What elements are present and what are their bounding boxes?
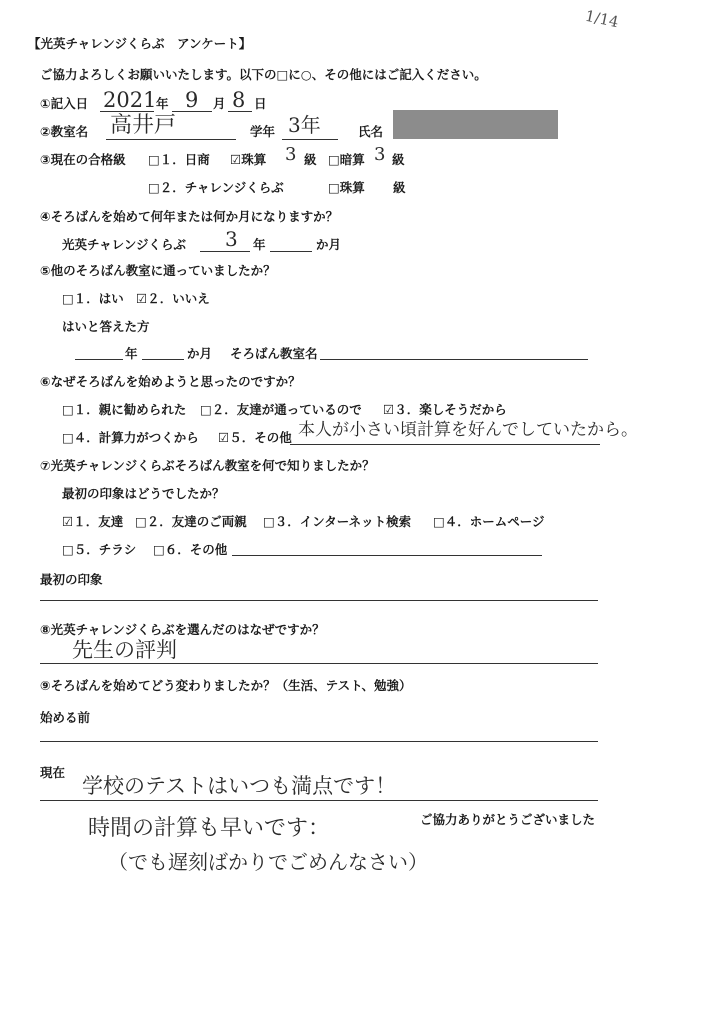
q9-before-label: 始める前 [40, 710, 91, 725]
q1-year-unit: 年 [156, 96, 169, 111]
q9-now-line [40, 800, 598, 801]
q5-opt1: □１．はい [62, 291, 124, 306]
q5-school-line [320, 359, 588, 360]
q6-other-line [290, 444, 600, 445]
q7-opt6: □６．その他 [153, 542, 228, 557]
q4-club: 光英チャレンジくらぶ [62, 237, 187, 252]
q1-year-line [100, 111, 154, 112]
q5-year-line [75, 359, 123, 360]
q1-year: 2021 [103, 88, 157, 112]
q5-question: ⑤他のそろばん教室に通っていましたか？ [40, 263, 276, 278]
q6-opt2: □２．友達が通っているので [200, 402, 362, 417]
q3-kyu1: 級 [304, 152, 317, 167]
intro-text: ご協力よろしくお願いいたします。以下の□に○、その他にはご記入ください。 [40, 67, 487, 82]
q8-question: ⑧光英チャレンジくらぶを選んだのはなぜですか？ [40, 622, 325, 637]
q3-opt2: □２．チャレンジくらぶ [148, 180, 284, 195]
q1-day-line [228, 111, 252, 112]
q8-answer-line [40, 663, 598, 664]
q4-month-unit: か月 [316, 237, 342, 252]
q7-other-line [232, 555, 542, 556]
q7-opt1: ☑１．友達 [62, 514, 124, 529]
q9-extra-line1: 時間の計算も早いです： [88, 816, 331, 841]
q6-opt3: ☑３．楽しそうだから [383, 402, 507, 417]
q7-opt5: □５．チラシ [62, 542, 137, 557]
q6-opt5: ☑５．その他 [218, 430, 292, 445]
q1-day: 8 [232, 88, 246, 112]
q8-answer: 先生の評判 [72, 638, 177, 662]
q5-opt2: ☑２．いいえ [136, 291, 210, 306]
q3-shuzan-grade: 3 [285, 144, 297, 165]
q3-opt1: □１．日商 [148, 152, 210, 167]
q1-month-line [172, 111, 212, 112]
q7-opt4: □４．ホームページ [433, 514, 545, 529]
q4-months-line [270, 251, 312, 252]
q5-year-unit: 年 [125, 346, 138, 361]
q2-grade: 3年 [288, 113, 321, 137]
q2-grade-line [282, 139, 338, 140]
thanks-text: ご協力ありがとうございました [420, 812, 596, 827]
q1-label: ①記入日 [40, 96, 89, 111]
page-number: 1/14 [583, 6, 621, 32]
q7-question: ⑦光英チャレンジくらぶそろばん教室を何で知りましたか？ [40, 458, 375, 473]
q2-school: 高井戸 [110, 113, 177, 138]
q4-year-unit: 年 [253, 237, 266, 252]
q3-kyu2: 級 [392, 152, 405, 167]
q1-month: 9 [185, 88, 199, 112]
q6-opt4: □４．計算力がつくから [62, 430, 199, 445]
q4-years-line [200, 251, 250, 252]
q7-opt2: □２．友達のご両親 [135, 514, 247, 529]
q5-month-line [142, 359, 184, 360]
q7-opt3: □３．インターネット検索 [263, 514, 412, 529]
q9-now-label: 現在 [40, 765, 66, 780]
q5-followup: はいと答えた方 [62, 319, 150, 334]
q1-day-unit: 日 [254, 96, 267, 111]
q9-extra-line2: （でも遅刻ばかりでごめんなさい） [108, 850, 428, 874]
q3-label: ③現在の合格級 [40, 152, 126, 167]
q3-anzan: □暗算 [328, 152, 365, 167]
q6-question: ⑥なぜそろばんを始めようと思ったのですか？ [40, 374, 301, 389]
q6-opt1: □１．親に勧められた [62, 402, 187, 417]
q2-grade-label: 学年 [250, 124, 276, 139]
redacted-name [393, 110, 558, 139]
q7-subq: 最初の印象はどうでしたか？ [62, 486, 225, 501]
q6-other-text: 本人が小さい頃計算を好んでしていたから。 [298, 420, 638, 440]
q5-month-unit: か月 [187, 346, 213, 361]
q9-now-answer: 学校のテストはいつも満点です！ [82, 774, 397, 798]
q5-school-label: そろばん教室名 [230, 346, 318, 361]
q9-before-line [40, 741, 598, 742]
q7-impression-label: 最初の印象 [40, 572, 103, 587]
q7-impression-line [40, 600, 598, 601]
q2-label: ②教室名 [40, 124, 89, 139]
survey-title: 【光英チャレンジくらぶ アンケート】 [28, 36, 252, 51]
q2-school-line [106, 139, 236, 140]
q3-anzan-grade: 3 [374, 144, 386, 165]
q3-shuzan: ☑珠算 [230, 152, 267, 167]
q4-question: ④そろばんを始めて何年または何か月になりますか？ [40, 209, 339, 224]
q4-years: 3 [225, 227, 238, 251]
q3-kyu3: 級 [393, 180, 406, 195]
q1-month-unit: 月 [213, 96, 226, 111]
q3-shuzan2: □珠算 [328, 180, 365, 195]
q9-question: ⑨そろばんを始めてどう変わりましたか？（生活、テスト、勉強） [40, 678, 412, 693]
q2-name-label: 氏名 [358, 124, 384, 139]
